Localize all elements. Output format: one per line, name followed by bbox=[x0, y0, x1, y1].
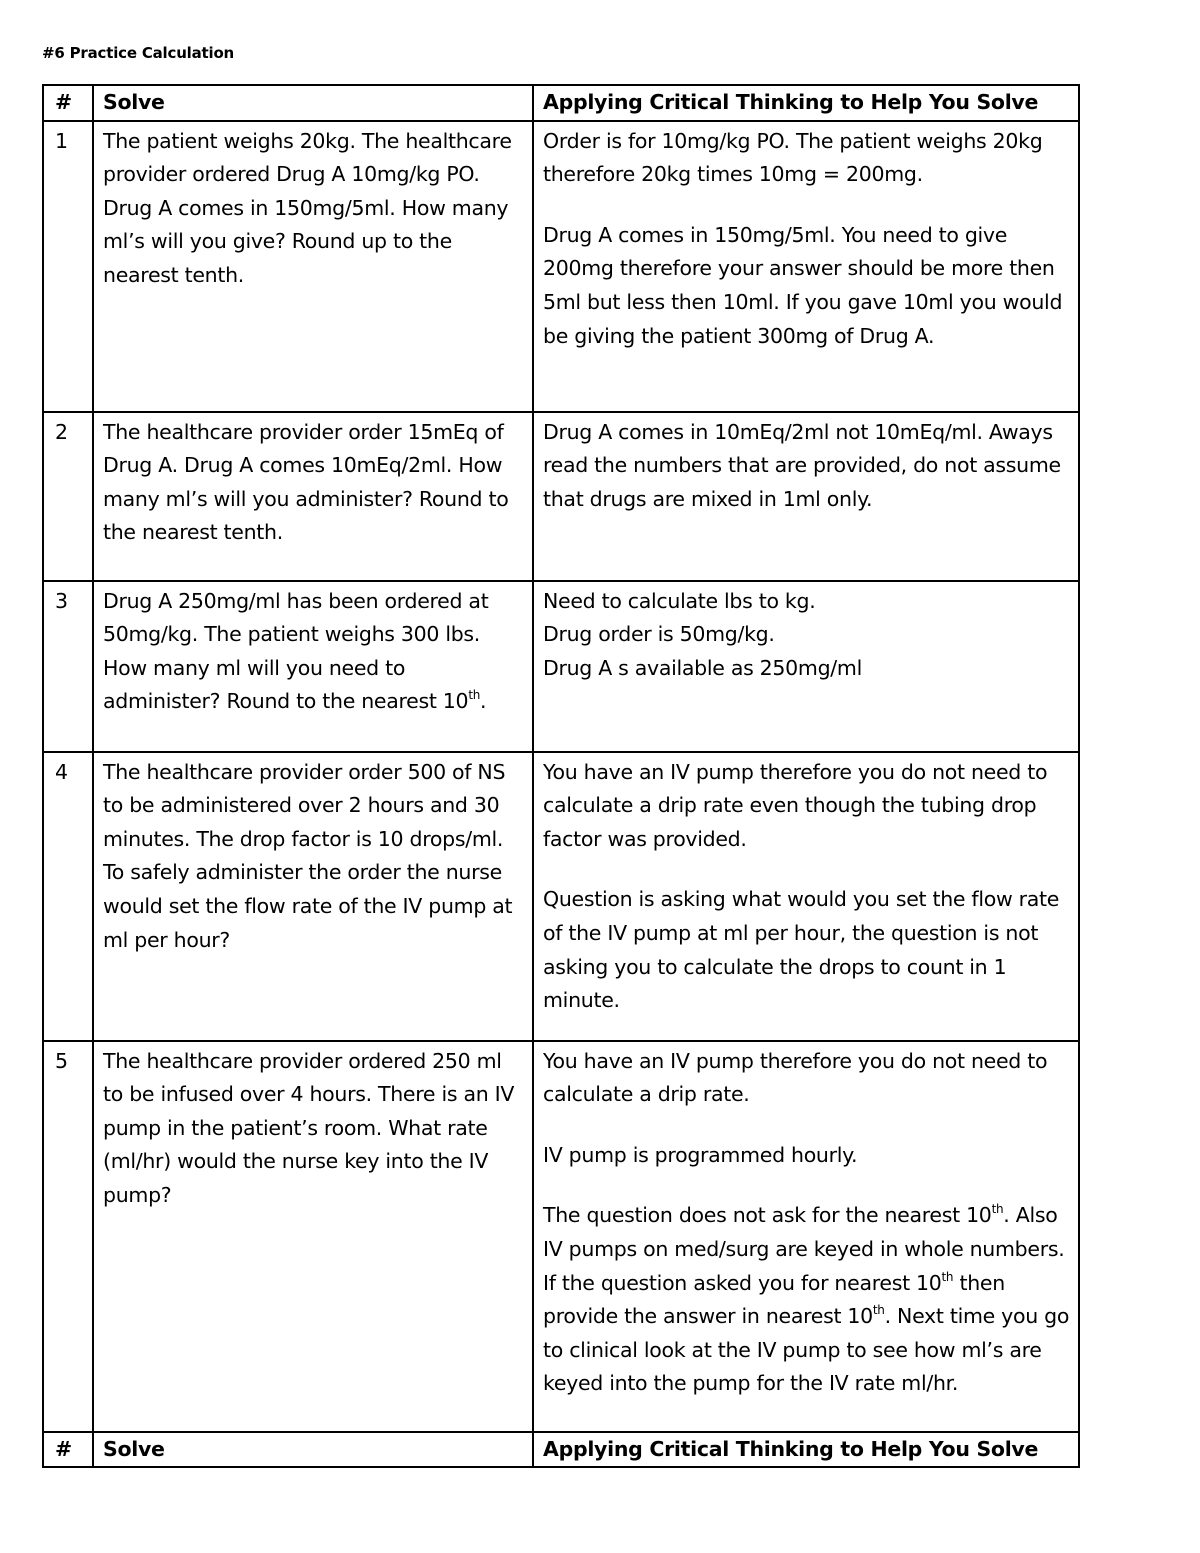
thinking-line: Drug A s available as 250mg/ml bbox=[543, 655, 862, 680]
thinking-paragraph: Question is asking what would you set the flow rate of the IV pump at ml per hour, the question is not asking you to calculate the drops to count in 1 minute. bbox=[543, 887, 1060, 1013]
ordinal-suffix: th bbox=[941, 1269, 954, 1284]
solve-text: Drug A 250mg/ml has been ordered at 50mg/kg. The patient weighs 300 lbs. How many ml will you need to administer? Round to the nearest 10 bbox=[103, 588, 489, 714]
thinking-paragraph: You have an IV pump therefore you do not need to calculate a drip rate even though the tubing drop factor was provided. bbox=[543, 759, 1048, 851]
footer-header-number: # bbox=[43, 1432, 93, 1468]
footer-header-solve: Solve bbox=[93, 1432, 533, 1468]
solve-cell: The healthcare provider ordered 250 ml to be infused over 4 hours. There is an IV pump in the patient’s room. What rate (ml/hr) would the nurse key into the IV pump? bbox=[93, 1041, 533, 1432]
ordinal-suffix: th bbox=[872, 1303, 885, 1318]
table-row bbox=[43, 121, 1079, 412]
row-number: 3 bbox=[43, 581, 93, 752]
solve-cell: The patient weighs 20kg. The healthcare provider ordered Drug A 10mg/kg PO. Drug A comes in 150mg/5ml. How many ml’s will you give? Round up to the nearest tenth. bbox=[93, 121, 533, 412]
thinking-paragraph: You have an IV pump therefore you do not need to calculate a drip rate. bbox=[543, 1048, 1048, 1107]
row-number: 2 bbox=[43, 412, 93, 581]
thinking-paragraph: Order is for 10mg/kg PO. The patient weighs 20kg therefore 20kg times 10mg = 200mg. bbox=[543, 128, 1043, 187]
table-row bbox=[43, 412, 1079, 581]
footer-header-critical-thinking: Applying Critical Thinking to Help You Solve bbox=[533, 1432, 1079, 1468]
thinking-cell bbox=[533, 752, 1079, 1041]
solve-cell: The healthcare provider order 15mEq of Drug A. Drug A comes 10mEq/2ml. How many ml’s will you administer? Round to the nearest tenth. bbox=[93, 412, 533, 581]
row-number: 4 bbox=[43, 752, 93, 1041]
table-row bbox=[43, 581, 1079, 752]
text-run: . Also IV pumps on med/surg are keyed in whole numbers. If the question asked you for nearest 10 bbox=[543, 1203, 1065, 1295]
thinking-line: Drug order is 50mg/kg. bbox=[543, 622, 775, 647]
table-footer-header-row bbox=[43, 1432, 1079, 1468]
table-header-row bbox=[43, 85, 1079, 121]
text-run: then provide the answer in nearest 10 bbox=[543, 1270, 1005, 1329]
header-critical-thinking: Applying Critical Thinking to Help You Solve bbox=[533, 85, 1079, 121]
thinking-paragraph: IV pump is programmed hourly. bbox=[543, 1142, 858, 1167]
header-solve: Solve bbox=[93, 85, 533, 121]
table-row bbox=[43, 1041, 1079, 1432]
solve-cell: The healthcare provider order 500 of NS to be administered over 2 hours and 30 minutes. The drop factor is 10 drops/ml. To safely administer the order the nurse would set the flow rate of the IV pump at ml per hour? bbox=[93, 752, 533, 1041]
thinking-paragraph: Drug A comes in 150mg/5ml. You need to give 200mg therefore your answer should be more then 5ml but less then 10ml. If you gave 10ml you would be giving the patient 300mg of Drug A. bbox=[543, 222, 1063, 348]
thinking-paragraph bbox=[543, 1199, 1070, 1401]
ordinal-suffix: th bbox=[468, 688, 481, 703]
thinking-cell: Drug A comes in 10mEq/2ml not 10mEq/ml. Aways read the numbers that are provided, do not assume that drugs are mixed in 1ml only. bbox=[533, 412, 1079, 581]
thinking-cell bbox=[533, 1041, 1079, 1432]
practice-calculation-table bbox=[42, 84, 1080, 1468]
header-number: # bbox=[43, 85, 93, 121]
text-run: . Next time you go to clinical look at the IV pump to see how ml’s are keyed into the pump for the IV rate ml/hr. bbox=[543, 1304, 1070, 1396]
document-title: #6 Practice Calculation bbox=[42, 44, 235, 62]
thinking-cell bbox=[533, 121, 1079, 412]
row-number: 1 bbox=[43, 121, 93, 412]
thinking-line: Need to calculate lbs to kg. bbox=[543, 588, 816, 613]
row-number: 5 bbox=[43, 1041, 93, 1432]
text-run: The question does not ask for the nearest 10 bbox=[543, 1203, 992, 1228]
solve-text-end: . bbox=[480, 689, 487, 714]
thinking-cell bbox=[533, 581, 1079, 752]
table-row bbox=[43, 752, 1079, 1041]
ordinal-suffix: th bbox=[991, 1202, 1004, 1217]
solve-cell bbox=[93, 581, 533, 752]
